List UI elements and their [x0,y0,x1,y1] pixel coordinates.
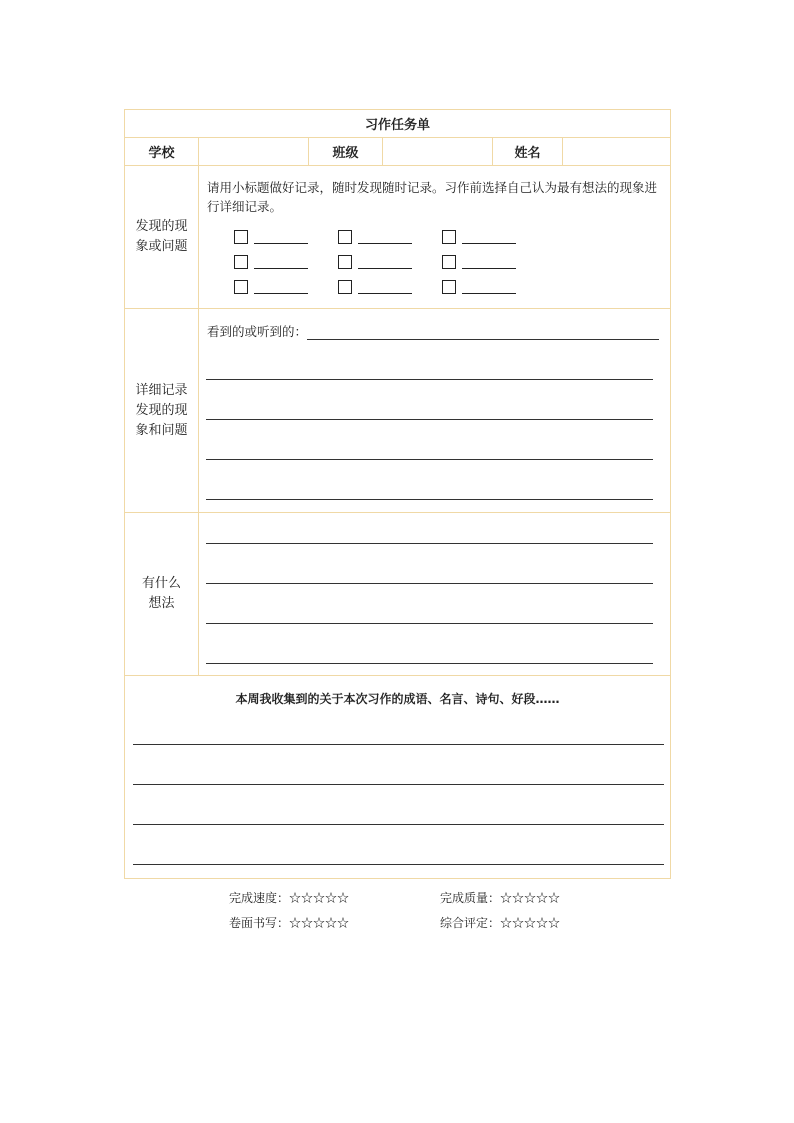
subtitle-checkbox[interactable] [234,230,248,244]
name-label: 姓名 [493,138,563,165]
writing-line[interactable] [206,499,653,500]
idea-content [199,513,670,675]
idea-label-line1: 有什么 [141,576,181,591]
writing-line[interactable] [206,543,653,544]
class-field[interactable] [383,138,493,165]
writing-line[interactable] [133,784,664,785]
discover-label [125,166,199,308]
writing-line[interactable] [133,744,664,745]
subtitle-blank[interactable] [462,281,516,294]
subtitle-blank[interactable] [254,231,308,244]
rating-speed: 完成速度：☆☆☆☆☆ [229,891,350,905]
writing-line[interactable] [206,379,653,380]
subtitle-checkbox[interactable] [338,255,352,269]
writing-line[interactable] [206,663,653,664]
writing-line[interactable] [206,623,653,624]
info-row [125,138,670,166]
idea-label-line2: 想法 [148,596,175,611]
detail-content [199,309,670,512]
writing-line[interactable] [133,824,664,825]
subtitle-checkbox[interactable] [338,280,352,294]
rating-writing: 卷面书写：☆☆☆☆☆ [229,916,350,930]
detail-row [125,309,670,513]
school-field[interactable] [199,138,309,165]
collect-title: 本周我收集到的关于本次习作的成语、名言、诗句、好段…… [235,692,560,706]
seen-heard-label: 看到的或听到的： [207,324,308,339]
discover-label-line2: 象或问题 [135,239,188,254]
discover-instruction: 请用小标题做好记录，随时发现随时记录。习作前选择自己认为最有想法的现象进行详细记录。 [207,180,658,214]
subtitle-blank[interactable] [358,281,412,294]
subtitle-blank[interactable] [358,256,412,269]
sheet-title: 习作任务单 [125,110,670,138]
subtitle-blank[interactable] [462,231,516,244]
subtitle-checkbox[interactable] [338,230,352,244]
subtitle-blank[interactable] [358,231,412,244]
subtitle-blank[interactable] [462,256,516,269]
rating-overall: 综合评定：☆☆☆☆☆ [440,916,561,930]
detail-label-line3: 象和问题 [135,422,188,438]
detail-label [125,309,199,512]
task-sheet [124,109,671,879]
subtitle-checkbox[interactable] [234,255,248,269]
writing-line[interactable] [206,583,653,584]
discover-content [199,166,670,308]
writing-line[interactable] [133,864,664,865]
discover-label-line1: 发现的现 [135,219,188,234]
subtitle-checkbox-grid [234,224,546,299]
subtitle-blank[interactable] [254,281,308,294]
class-label: 班级 [309,138,383,165]
subtitle-checkbox[interactable] [442,280,456,294]
writing-line[interactable] [206,419,653,420]
writing-line[interactable] [206,459,653,460]
detail-label-line1: 详细记录 [135,382,188,398]
discover-row [125,166,670,309]
idea-row [125,513,670,676]
subtitle-checkbox[interactable] [234,280,248,294]
subtitle-checkbox[interactable] [442,230,456,244]
detail-label-line2: 发现的现 [135,402,188,418]
subtitle-blank[interactable] [254,256,308,269]
subtitle-checkbox[interactable] [442,255,456,269]
school-label: 学校 [125,138,199,165]
collect-row [125,676,670,880]
name-field[interactable] [563,138,670,165]
seen-heard-blank[interactable] [307,323,659,340]
rating-quality: 完成质量：☆☆☆☆☆ [440,891,561,905]
seen-heard-prompt [207,322,659,340]
idea-label [125,513,199,675]
